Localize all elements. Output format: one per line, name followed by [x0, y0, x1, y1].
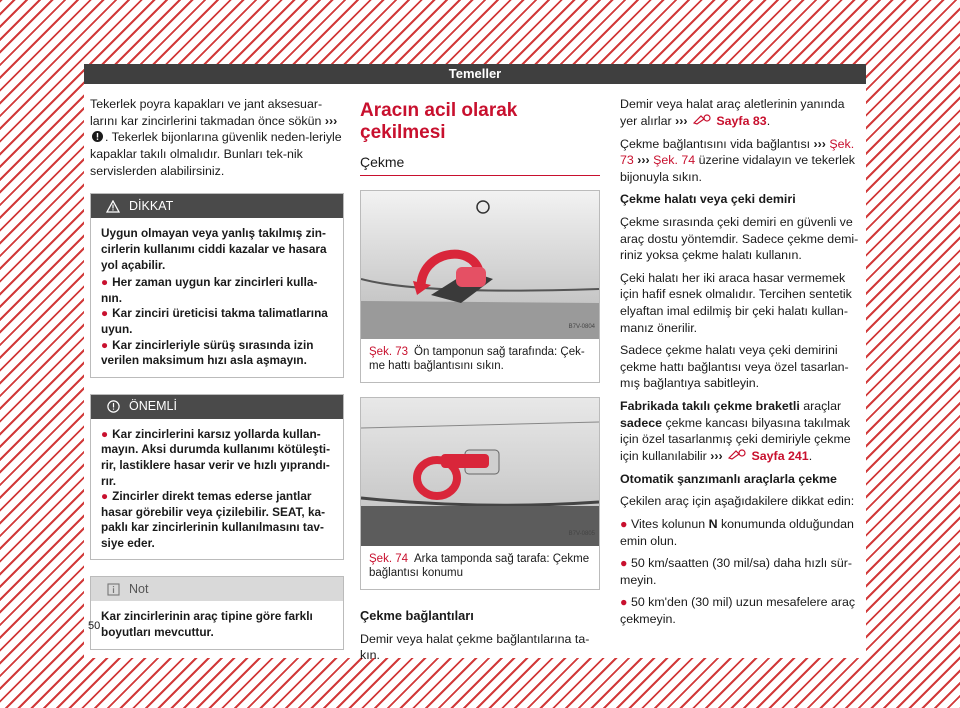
column-right	[620, 96, 862, 633]
list-item: ● 50 km'den (30 mil) uzun mesafelere araç çekmeyin.	[620, 595, 856, 626]
paragraph-4: Çeki halatı her iki araca hasar vermemek için hafif esnek olmalıdır. Tercihen sentetik elyaftan imal edilmiş bir çeki halatı kullan-manız önerilir.	[620, 270, 852, 335]
not-box	[90, 576, 344, 649]
subsection-title: Çekme bağlantıları	[360, 607, 474, 623]
heading-cekme-halati: Çekme halatı veya çeki demiri	[620, 192, 796, 207]
list-item: ● Vites kolunun N konumunda olduğundan emin olun.	[620, 516, 854, 548]
intro-paragraph: Tekerlek poyra kapakları ve jant aksesuar-larını kar zincirlerini takmadan önce sökün ››› . Tekerlek bijonlarına güvenlik neden-leriyle kapaklar takılı olmalıdır. Bunları tek-nik servislerden alabilirsiniz.	[90, 97, 342, 178]
section-title: Aracın acil olarak çekilmesi	[360, 100, 518, 143]
link-sek-74[interactable]: Şek. 74	[653, 153, 696, 168]
link-sayfa-241[interactable]: Sayfa 241	[751, 448, 809, 463]
paragraph-2: Çekme bağlantısını vida bağlantısı ››› Şek. 73 ››› Şek. 74 üzerine vidalayın ve tekerlek bijonuyla sıkın.	[620, 136, 855, 184]
column-middle	[360, 96, 600, 670]
warning-circle-icon	[92, 130, 103, 147]
figure-74-caption: Şek. 74 Arka tamponda sağ tarafa: Çekme bağlantısı konumu	[369, 552, 590, 580]
dikkat-body: Uygun olmayan veya yanlış takılmış zin-cirlerin kullanımı ciddi kazalar ve hasara yol açabilir. ● Her zaman uygun kar zincirleri kulla-nın. ● Kar zinciri üreticisi takma talimatlarına uyun. ● Kar zincirleriyle sürüş sırasında izin verilen maksimum hızı asla aşmayın.	[91, 218, 343, 376]
paragraph-7: Çekilen araç için aşağıdakilere dikkat edin:	[620, 494, 855, 509]
not-header: Not	[91, 577, 343, 601]
paragraph-6: Fabrikada takılı çekme braketli araçlar sadece çekme kancası bilyasına takılmak için özel tasarlanmış çeki demiriyle çekme için kullanılabilir ››› Sayfa 241.	[620, 398, 862, 465]
figure-73	[360, 190, 600, 383]
section-subtitle: Çekme	[360, 154, 600, 176]
paragraph-1: Demir veya halat araç aletlerinin yanında yer alırlar ››› Sayfa 83.	[620, 96, 862, 130]
subsection-text: Demir veya halat çekme bağlantılarına ta-kın.	[360, 631, 590, 663]
list-item: ● Kar zincirlerini karsız yollarda kullan-mayın. Aksi durumda kullanımı kötüleşti-rir, lastiklere hasar verir ve hızlı yıprandı-rır.	[101, 426, 330, 488]
front-bumper-image: B7V-0804	[361, 191, 599, 339]
list-item: ● Kar zincirleriyle sürüş sırasında izin verilen maksimum hızı asla aşmayın.	[101, 337, 314, 368]
paragraph-5: Sadece çekme halatı veya çeki demirini çekme hattı bağlantısı veya özel tasarlan-mış bağlantıya sabitleyin.	[620, 343, 849, 391]
link-sek-73[interactable]: Şek. 73	[620, 136, 855, 168]
list-item: ● Zincirler direkt temas ederse jantlar hasar görebilir veya çizilebilir. SEAT, ka-paklı kar zincirlerinin kullanılmasını tav-siye eder.	[101, 489, 326, 550]
warning-triangle-icon	[105, 198, 121, 214]
figure-74	[360, 397, 600, 590]
onemli-header: ÖNEMLİ	[91, 395, 343, 419]
paragraph-3: Çekme sırasında çeki demiri en güvenli ve araç dostu yöntemdir. Sadece çekme demi-riniz yoksa çekme halatı kullanın.	[620, 214, 859, 263]
page-number: 50	[88, 620, 101, 632]
page-header: Temeller	[84, 64, 866, 84]
dikkat-header: DİKKAT	[91, 194, 343, 218]
list-item: ● Kar zinciri üreticisi takma talimatlarına uyun.	[101, 306, 328, 336]
column-left	[90, 96, 344, 650]
link-sayfa-83[interactable]: Sayfa 83	[716, 113, 767, 128]
dikkat-box	[90, 193, 344, 377]
rear-bumper-image: B7V-0805	[361, 398, 599, 546]
exclamation-circle-icon	[105, 399, 121, 415]
figure-73-caption: Şek. 73 Ön tamponun sağ tarafında: Çek-me hattı bağlantısını sıkın.	[369, 345, 585, 373]
tools-icon	[728, 448, 746, 465]
not-body: Kar zincirlerinin araç tipine göre farklı boyutları mevcuttur.	[101, 609, 313, 640]
info-icon	[105, 581, 121, 597]
list-item: ● Her zaman uygun kar zincirleri kulla-nın.	[101, 275, 318, 305]
onemli-box	[90, 394, 344, 561]
list-item: ● 50 km/saatten (30 mil/sa) daha hızlı sür-meyin.	[620, 556, 852, 587]
onemli-body	[91, 419, 343, 560]
heading-otomatik: Otomatik şanzımanlı araçlarla çekme	[620, 471, 837, 486]
tools-icon	[693, 113, 711, 130]
